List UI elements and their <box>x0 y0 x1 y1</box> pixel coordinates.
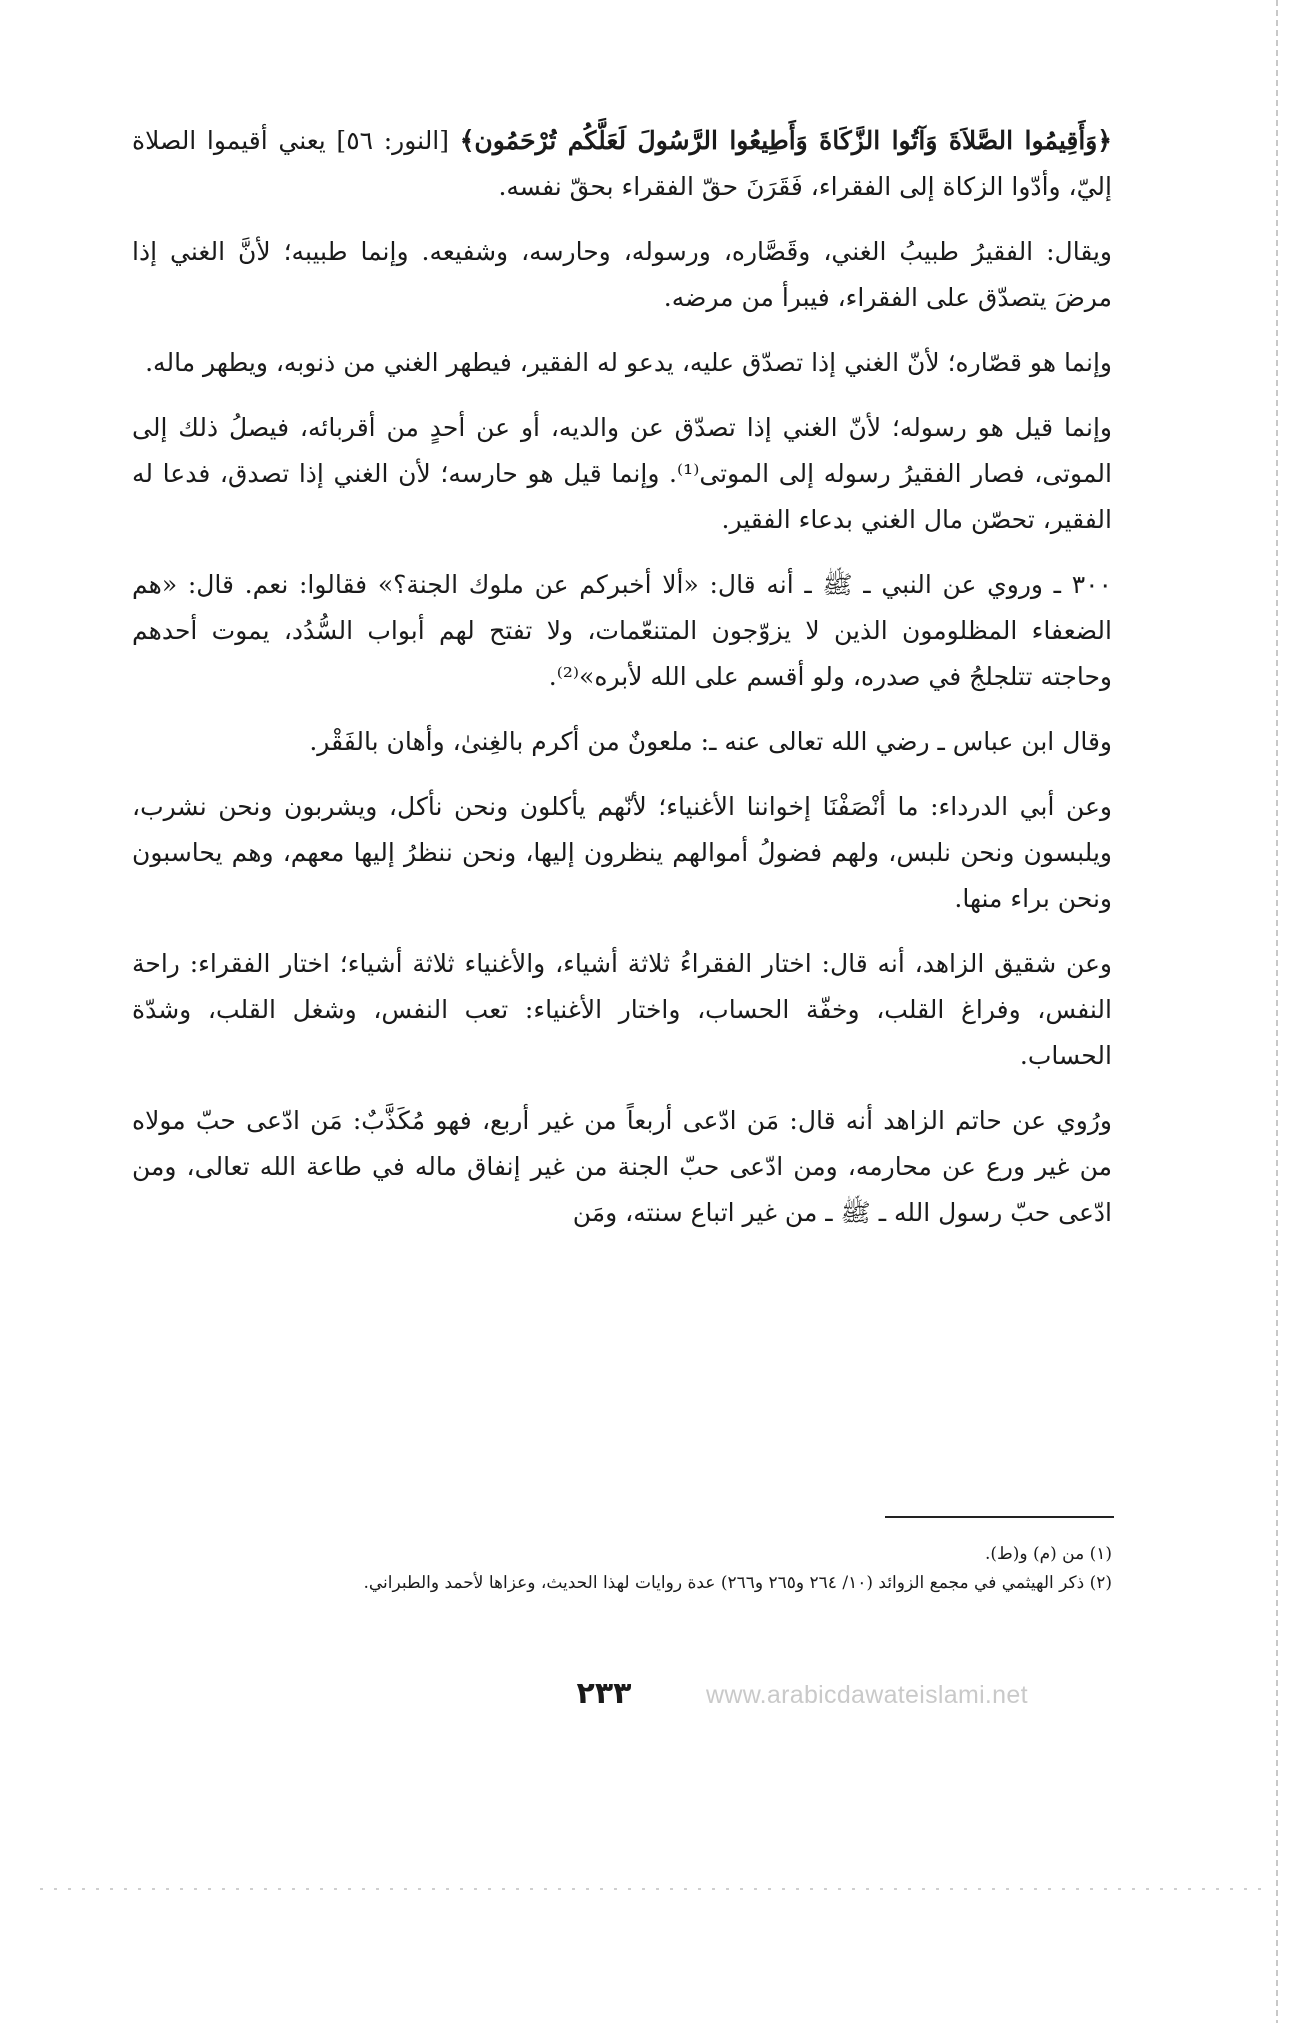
footnotes <box>132 1540 1112 1598</box>
footnote: (١) من (م) و(ط). <box>984 1544 1112 1564</box>
bottom-dotted-line <box>40 1888 1270 1890</box>
footnote-divider <box>885 1516 1114 1518</box>
paragraph: وإنما هو قصّاره؛ لأنّ الغني إذا تصدّق عليه، يدعو له الفقير، فيطهر الغني من ذنوبه، ويطهر ماله. <box>145 348 1112 377</box>
main-text <box>132 118 1112 1255</box>
paragraph: وعن شقيق الزاهد، أنه قال: اختار الفقراءُ ثلاثة أشياء، والأغنياء ثلاثة أشياء؛ اختار الفقراء: راحة النفس، وفراغ القلب، وخفّة الحساب، واختار الأغنياء: تعب النفس، وشغل القلب، وشدّة الحساب. <box>132 949 1112 1070</box>
paragraph <box>132 118 1112 210</box>
verse-commentary: [النور: ٥٦] يعني أقيموا الصلاة إليّ، وأدّوا الزكاة إلى الفقراء، فَقَرَنَ حقّ الفقراء بحقّ نفسه. <box>132 126 1112 201</box>
watermark: www.arabicdawateislami.net <box>706 1681 1028 1709</box>
paragraph: وإنما قيل هو رسوله؛ لأنّ الغني إذا تصدّق عن والديه، أو عن أحدٍ من أقربائه، فيصلُ ذلك إلى الموتى، فصار الفقيرُ رسوله إلى الموتى⁽¹⁾. وإنما قيل هو حارسه؛ لأن الغني إذا تصدق، فدعا له الفقير، تحصّن مال الغني بدعاء الفقير. <box>132 413 1112 534</box>
paragraph: ويقال: الفقيرُ طبيبُ الغني، وقَصَّاره، ورسوله، وحارسه، وشفيعه. وإنما طبيبه؛ لأنَّ الغني إذا مرضَ يتصدّق على الفقراء، فيبرأ من مرضه. <box>132 237 1112 312</box>
quran-verse: ﴿وَأَقِيمُوا الصَّلاَةَ وَآتُوا الزَّكَاةَ وَأَطِيعُوا الرَّسُولَ لَعَلَّكُم تُرْحَمُون﴾ <box>459 126 1113 155</box>
paragraph: ٣٠٠ ـ وروي عن النبي ـ ﷺ ـ أنه قال: «ألا أخبركم عن ملوك الجنة؟» فقالوا: نعم. قال: «هم الضعفاء المظلومون الذين لا يزوّجون المتنعّمات، ولا تفتح لهم أبواب السُّدُد، يموت أحدهم وحاجته تتلجلجُ في صدره، ولو أقسم على الله لأبره»⁽²⁾. <box>132 570 1112 691</box>
paragraph: وقال ابن عباس ـ رضي الله تعالى عنه ـ: ملعونٌ من أكرم بالغِنىٰ، وأهان بالفَقْر. <box>309 727 1112 756</box>
page-number: ٢٣٣ <box>576 1676 632 1711</box>
page-edge-line <box>1276 0 1278 2023</box>
paragraph: وعن أبي الدرداء: ما أنْصَفْنَا إخواننا الأغنياء؛ لأنّهم يأكلون ونحن نأكل، ويشربون ونحن نشرب، ويلبسون ونحن نلبس، ولهم فضولُ أموالهم ينظرون إليها، ونحن ننظرُ إليها معهم، وهم يحاسبون ونحن براء منها. <box>132 792 1112 913</box>
footnote: (٢) ذكر الهيثمي في مجمع الزوائد (١٠/ ٢٦٤ و٢٦٥ و٢٦٦) عدة روايات لهذا الحديث، وعزاها لأحمد والطبراني. <box>363 1573 1112 1593</box>
paragraph: ورُوي عن حاتم الزاهد أنه قال: مَن ادّعى أربعاً من غير أربع، فهو مُكَذَّبٌ: مَن ادّعى حبّ مولاه من غير ورع عن محارمه، ومن ادّعى حبّ الجنة من غير إنفاق ماله في طاعة الله تعالى، ومن ادّعى حبّ رسول الله ـ ﷺ ـ من غير اتباع سنته، ومَن <box>132 1106 1112 1227</box>
